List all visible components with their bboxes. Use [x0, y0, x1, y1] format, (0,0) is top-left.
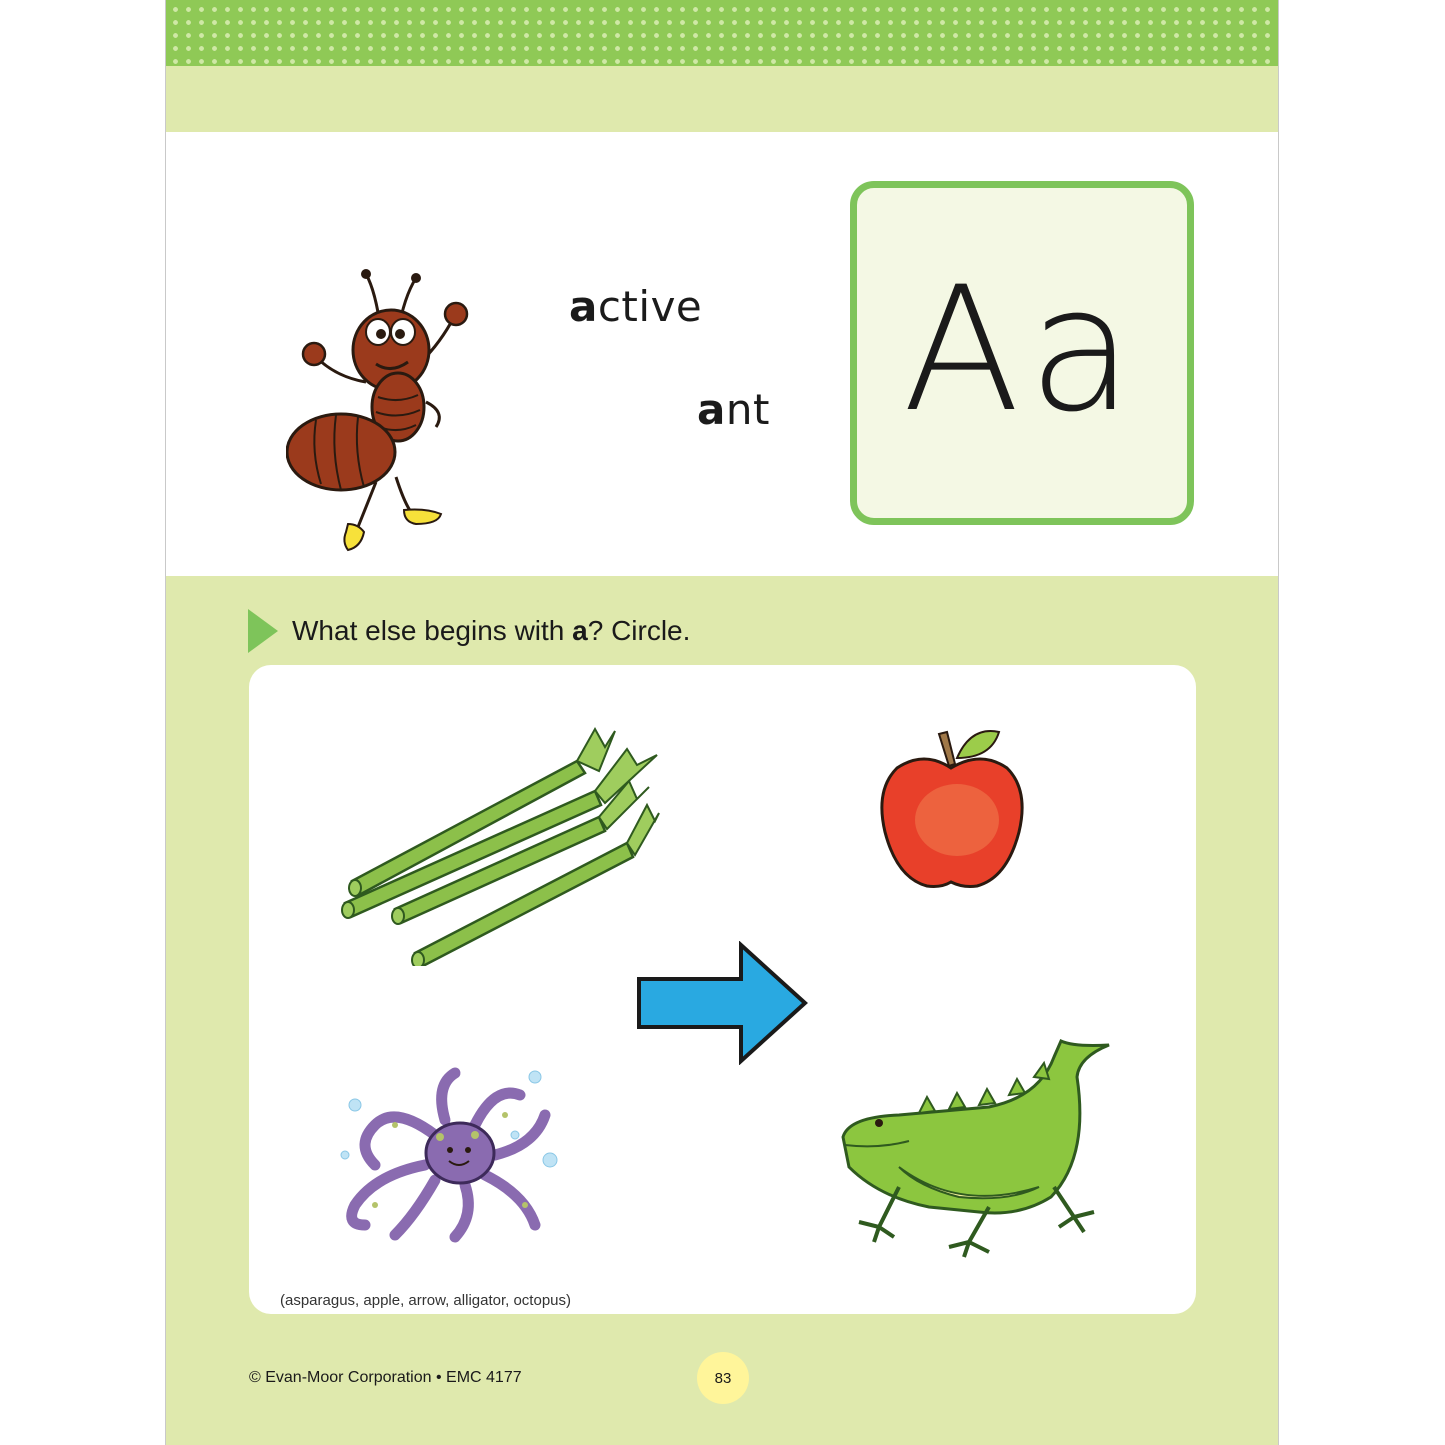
footer-copyright: © Evan-Moor Corporation • EMC 4177 — [249, 1369, 522, 1386]
letter-intro-panel — [166, 132, 1278, 576]
letter-display: Aa — [902, 248, 1142, 450]
instruction-text: What else begins with a? Circle. — [292, 615, 691, 646]
instruction — [248, 607, 690, 655]
page-number: 83 — [714, 1369, 732, 1387]
word-active: active — [569, 282, 703, 331]
answer-caption: (asparagus, apple, arrow, alligator, octopus) — [280, 1292, 571, 1309]
letter-card — [850, 181, 1194, 525]
arrow-icon[interactable] — [635, 941, 809, 1065]
apple-icon[interactable] — [879, 728, 1029, 890]
octopus-icon[interactable] — [335, 1065, 565, 1245]
alligator-icon[interactable] — [839, 1037, 1114, 1262]
page-number-badge — [697, 1352, 749, 1404]
picture-panel — [249, 665, 1196, 1314]
asparagus-icon[interactable] — [337, 721, 662, 966]
ant-icon — [286, 262, 486, 552]
polka-dot-header-band — [166, 0, 1278, 66]
play-triangle-icon — [248, 609, 278, 653]
worksheet-page — [165, 0, 1279, 1445]
word-ant: ant — [697, 385, 770, 434]
